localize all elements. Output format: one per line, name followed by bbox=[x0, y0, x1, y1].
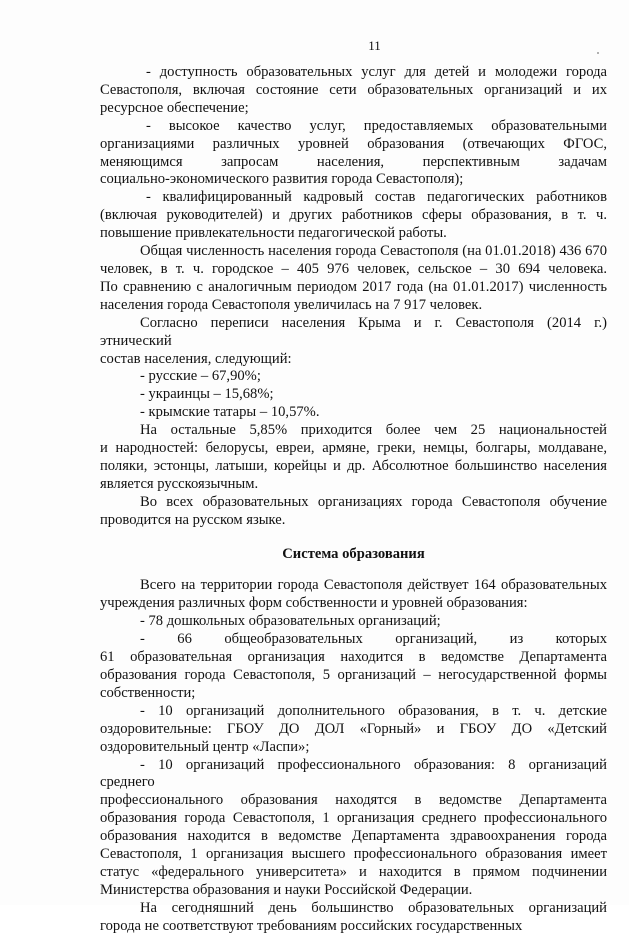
text-line: Севастополя, включая состояние сети образовательных организаций и их bbox=[100, 81, 607, 98]
text-line: (включая руководителей) и других работников сферы образования, в т. ч. bbox=[100, 207, 607, 224]
text-line: человек, в т. ч. городское – 405 976 человек, сельское – 30 694 человека. bbox=[100, 260, 607, 277]
document-body bbox=[100, 64, 607, 936]
text-line: города не соответствуют требованиям российских государственных bbox=[100, 917, 523, 934]
list-item: - украинцы – 15,68%; bbox=[140, 386, 274, 403]
text-line: учреждения различных форм собственности и уровней образования: bbox=[100, 595, 528, 612]
text-line: и народностей: белорусы, евреи, армяне, греки, немцы, болгары, молдаване, bbox=[100, 440, 607, 457]
text-line: - 10 организаций профессионального образования: 8 организаций среднего bbox=[100, 756, 607, 791]
paragraph bbox=[100, 494, 607, 530]
text-line: проводится на русском языке. bbox=[100, 511, 286, 528]
text-line: социально-экономического развития города Севастополя); bbox=[100, 171, 464, 188]
section-heading: Система образования bbox=[282, 545, 425, 562]
text-line: образования находится в ведомстве Департамента здравоохранения города bbox=[100, 828, 607, 845]
text-line: оздоровительный центр «Ласпи»; bbox=[100, 738, 310, 755]
text-line: образования города Севастополя, 5 организаций – негосударственной формы bbox=[100, 667, 607, 683]
paragraph bbox=[100, 315, 607, 369]
text-line: собственности; bbox=[100, 684, 196, 701]
list-item: - русские – 67,90%; bbox=[140, 368, 261, 385]
paragraph bbox=[100, 577, 607, 613]
text-line: Министерства образования и науки Российской Федерации. bbox=[100, 881, 473, 898]
page-number: 11 bbox=[368, 38, 381, 53]
paragraph bbox=[100, 64, 607, 118]
text-line: населения города Севастополя увеличилась на 7 917 человек. bbox=[100, 296, 483, 313]
text-line: По сравнению с аналогичным периодом 2017 года (на 01.01.2017) численность bbox=[100, 278, 607, 295]
text-line: - квалифицированный кадровый состав педагогических работников bbox=[146, 189, 607, 206]
text-line: Всего на территории города Севастополя действует 164 образовательных bbox=[140, 577, 607, 594]
text-line: На остальные 5,85% приходится более чем 25 национальностей bbox=[140, 422, 607, 439]
paragraph bbox=[100, 118, 607, 190]
text-line: является русскоязычным. bbox=[100, 475, 259, 492]
paragraph bbox=[100, 422, 607, 494]
text-line: ресурсное обеспечение; bbox=[100, 99, 249, 116]
text-line: - доступность образовательных услуг для детей и молодежи города bbox=[146, 64, 607, 80]
text-line: статус «федерального университета» и находится в прямом подчинении bbox=[100, 863, 607, 880]
text-line: - высокое качество услуг, предоставляемых образовательными bbox=[146, 117, 607, 134]
text-line: - 10 организаций дополнительного образования, в т. ч. детские bbox=[140, 702, 607, 719]
paragraph bbox=[100, 703, 607, 757]
text-line: 61 образовательная организация находится в ведомстве Департамента bbox=[100, 649, 607, 666]
text-line: Общая численность населения города Севастополя (на 01.01.2018) 436 670 bbox=[140, 243, 607, 260]
paragraph bbox=[100, 631, 607, 703]
list-item: - крымские татары – 10,57%. bbox=[140, 404, 320, 421]
paragraph bbox=[100, 900, 607, 936]
text-line: Севастополя, 1 организация высшего профессионального образования имеет bbox=[100, 846, 607, 863]
text-line: - 66 общеобразовательных организаций, из которых bbox=[140, 631, 607, 648]
text-line: оздоровительные: ГБОУ ДО ДОЛ «Горный» и ГБОУ ДО «Детский bbox=[100, 720, 607, 737]
text-line: Согласно переписи населения Крыма и г. Севастополя (2014 г.) этнический bbox=[100, 314, 607, 349]
paragraph bbox=[100, 757, 607, 900]
text-line: организациями различных уровней образования (отвечающих ФГОС, bbox=[100, 135, 607, 152]
text-line: Во всех образовательных организациях города Севастополя обучение bbox=[140, 493, 607, 510]
text-line: меняющимся запросам населения, перспективным задачам bbox=[100, 153, 607, 170]
text-line: На сегодняшний день большинство образовательных организаций bbox=[140, 899, 607, 916]
text-line: состав населения, следующий: bbox=[100, 350, 292, 367]
text-line: повышение привлекательности педагогической работы. bbox=[100, 225, 447, 242]
text-line: образования города Севастополя, 1 организация среднего профессионального bbox=[100, 810, 607, 827]
list-item: - 78 дошкольных образовательных организаций; bbox=[140, 613, 441, 630]
text-line: профессионального образования находятся в ведомстве Департамента bbox=[100, 792, 607, 809]
text-line: поляки, эстонцы, латыши, корейцы и др. Абсолютное большинство населения bbox=[100, 457, 607, 474]
paragraph bbox=[100, 243, 607, 315]
paragraph bbox=[100, 189, 607, 243]
scan-speck bbox=[597, 52, 599, 54]
